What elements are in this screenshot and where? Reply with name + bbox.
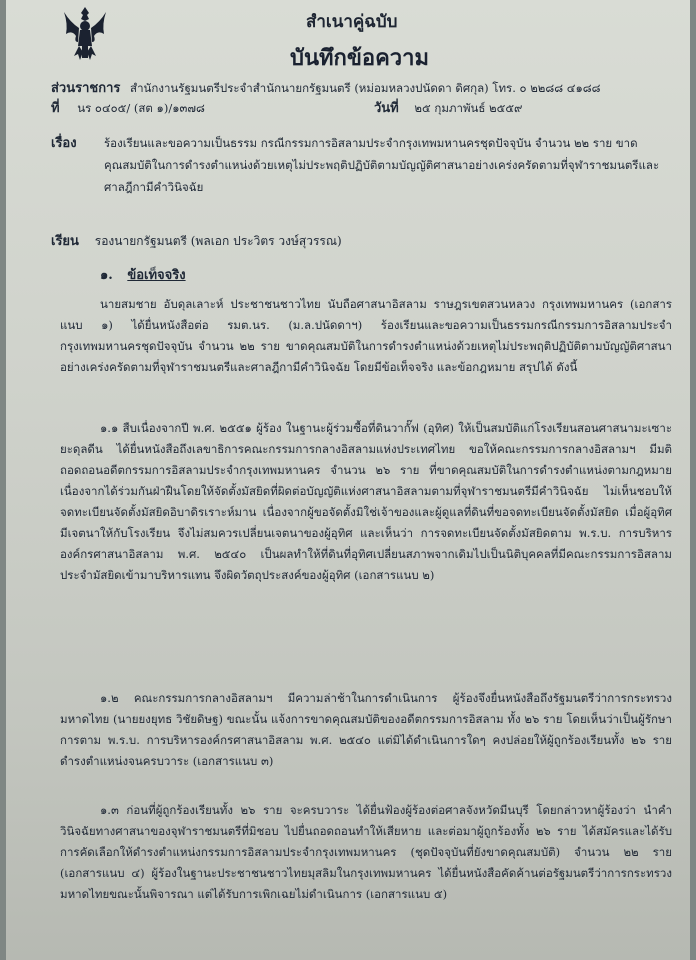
section-heading <box>100 264 186 285</box>
subject-label: เรื่อง <box>51 136 77 151</box>
reference-label: ที่ <box>51 101 60 116</box>
memo-page <box>6 0 690 960</box>
copy-label: สำเนาคู่ฉบับ <box>306 12 398 32</box>
reference-value: นร ๐๔๐๕/ (สต ๑)/๑๓๗๘ <box>77 101 205 115</box>
recipient-row <box>51 230 342 251</box>
section-title: ข้อเท็จจริง <box>127 268 186 283</box>
department-value: สำนักงานรัฐมนตรีประจำสำนักนายกรัฐมนตรี (หม่อมหลวงปนัดดา ดิศกุล) โทร. ๐ ๒๒๘๘ ๔๑๘๘ <box>130 81 601 95</box>
recipient-label: เรียน <box>51 234 79 249</box>
reference-row <box>51 100 205 117</box>
paragraph-1-3: ๑.๓ ก่อนที่ผู้ถูกร้องเรียนทั้ง ๒๖ ราย จะครบวาระ ได้ยื่นฟ้องผู้ร้องต่อศาลจังหวัดมีนบุรี โดยกล่าวหาผู้ร้องว่า นำคำวินิจฉัยทางศาสนาของจุฬาราชมนตรีที่มิชอบ ไปยื่นถอดถอนทำให้เสียหาย และต่อมาผู้ถูกร้องทั้ง ๒๖ ราย ได้สมัครและได้รับการคัดเลือกให้ดำรงตำแหน่งกรรมการอิสลามประจำกรุงเทพมหานคร (ชุดปัจจุบันที่ยังขาดคุณสมบัติ) จำนวน ๒๒ ราย (เอกสารแนบ ๔) ผู้ร้องในฐานะประชาชนชาวไทยมุสลิมในกรุงเทพมหานคร ได้ยื่นหนังสือคัดค้านต่อรัฐมนตรีว่าการกระทรวงมหาดไทยขณะนั้นพิจารณา แต่ได้รับการเพิกเฉยไม่ดำเนินการ (เอกสารแนบ ๕) <box>60 803 672 901</box>
date-value: ๒๕ กุมภาพันธ์ ๒๕๕๙ <box>414 101 523 115</box>
subject-value: ร้องเรียนและขอความเป็นธรรม กรณีกรรมการอิสลามประจำกรุงเทพมหานครชุดปัจจุบัน จำนวน ๒๒ ราย ขาดคุณสมบัติในการดำรงตำแหน่งด้วยเหตุไม่ประพฤติปฏิบัติตามบัญญัติศาสนาอย่างเคร่งครัดตามที่จุฬาราชมนตรีและศาลฎีกามีคำวินิจฉัย <box>104 136 660 194</box>
date-row <box>374 100 522 117</box>
department-label: ส่วนราชการ <box>51 81 121 96</box>
garuda-emblem-icon <box>62 4 108 62</box>
paragraph-1-1: ๑.๑ สืบเนื่องจากปี พ.ศ. ๒๕๕๑ ผู้ร้อง ในฐานะผู้ร่วมซื้อที่ดินวากั๊ฟ (อุทิศ) ให้เป็นสมบัติแก่โรงเรียนสอนศาสนามะเซาะยะดุลดีน ได้ยื่นหนังสือถึงเลขาธิการคณะกรรมการกลางอิสลามแห่งประเทศไทย ขอให้คณะกรรมการกลางอิสลามฯ มีมติถอดถอนอดีตกรรมการอิสลามประจำกรุงเทพมหานคร จำนวน ๒๖ ราย ที่ขาดคุณสมบัติในการดำรงตำแหน่งตามกฎหมายเนื่องจากได้ร่วมกันฝ่าฝืนโดยให้จัดตั้งมัสยิดที่ผิดต่อบัญญัติแห่งศาสนาอิสลามตามที่จุฬาราชมนตรีมีคำวินิจฉัย ไม่เห็นชอบให้จดทะเบียนจัดตั้งมัสยิดอิบาดิรเราะห์มาน เนื่องจากผู้ขอจัดตั้งมิใช่เจ้าของและผู้ดูแลที่ดินที่ขอจดทะเบียนจัดตั้งมัสยิด เมื่อผู้อุทิศมีเจตนาให้กับโรงเรียน จึงไม่สมควรเปลี่ยนเจตนาของผู้อุทิศ และเห็นว่า การจดทะเบียนจัดตั้งมัสยิดตาม พ.ร.บ. การบริหารองค์กรศาสนาอิสลาม พ.ศ. ๒๕๔๐ เป็นผลทำให้ที่ดินที่อุทิศเปลี่ยนสภาพจากเดิมไปเป็นนิติบุคคลที่มีคณะกรรมการอิสลามประจำมัสยิดเข้ามาบริหารแทน จึงผิดวัตถุประสงค์ของผู้อุทิศ (เอกสารแนบ ๒) <box>60 421 672 582</box>
date-label: วันที่ <box>374 101 399 116</box>
recipient-value: รองนายกรัฐมนตรี (พลเอก ประวิตร วงษ์สุวรรณ) <box>94 234 342 248</box>
department-row <box>51 80 601 97</box>
section-number: ๑. <box>100 268 113 283</box>
memo-title: บันทึกข้อความ <box>290 45 430 71</box>
paragraph-1-2: ๑.๒ คณะกรรมการกลางอิสลามฯ มีความล่าช้าในการดำเนินการ ผู้ร้องจึงยื่นหนังสือถึงรัฐมนตรีว่าการกระทรวงมหาดไทย (นายยงยุทธ วิชัยดิษฐ) ขณะนั้น แจ้งการขาดคุณสมบัติของอดีตกรรมการอิสลาม ทั้ง ๒๖ ราย โดยเห็นว่าเป็นผู้รักษาการตาม พ.ร.บ. การบริหารองค์กรศาสนาอิสลาม พ.ศ. ๒๕๔๐ แต่มิได้ดำเนินการใดๆ คงปล่อยให้ผู้ถูกร้องเรียนทั้ง ๒๖ ราย ดำรงตำแหน่งจนครบวาระ (เอกสารแนบ ๓) <box>60 691 672 768</box>
intro-paragraph: นายสมชาย อับดุลเลาะห์ ประชาชนชาวไทย นับถือศาสนาอิสลาม ราษฎรเขตสวนหลวง กรุงเทพมหานคร (เอกสารแนบ ๑) ได้ยื่นหนังสือต่อ รมต.นร. (ม.ล.ปนัดดาฯ) ร้องเรียนและขอความเป็นธรรมกรณีกรรมการอิสลามประจำกรุงเทพมหานครชุดปัจจุบัน จำนวน ๒๒ ราย ขาดคุณสมบัติในการดำรงตำแหน่งด้วยเหตุไม่ประพฤติปฏิบัติตามบัญญัติศาสนาอย่างเคร่งครัดตามที่จุฬาราชมนตรีและศาลฎีกามีคำวินิจฉัย โดยมีข้อเท็จจริง และข้อกฎหมาย สรุปได้ ดังนี้ <box>60 297 672 374</box>
